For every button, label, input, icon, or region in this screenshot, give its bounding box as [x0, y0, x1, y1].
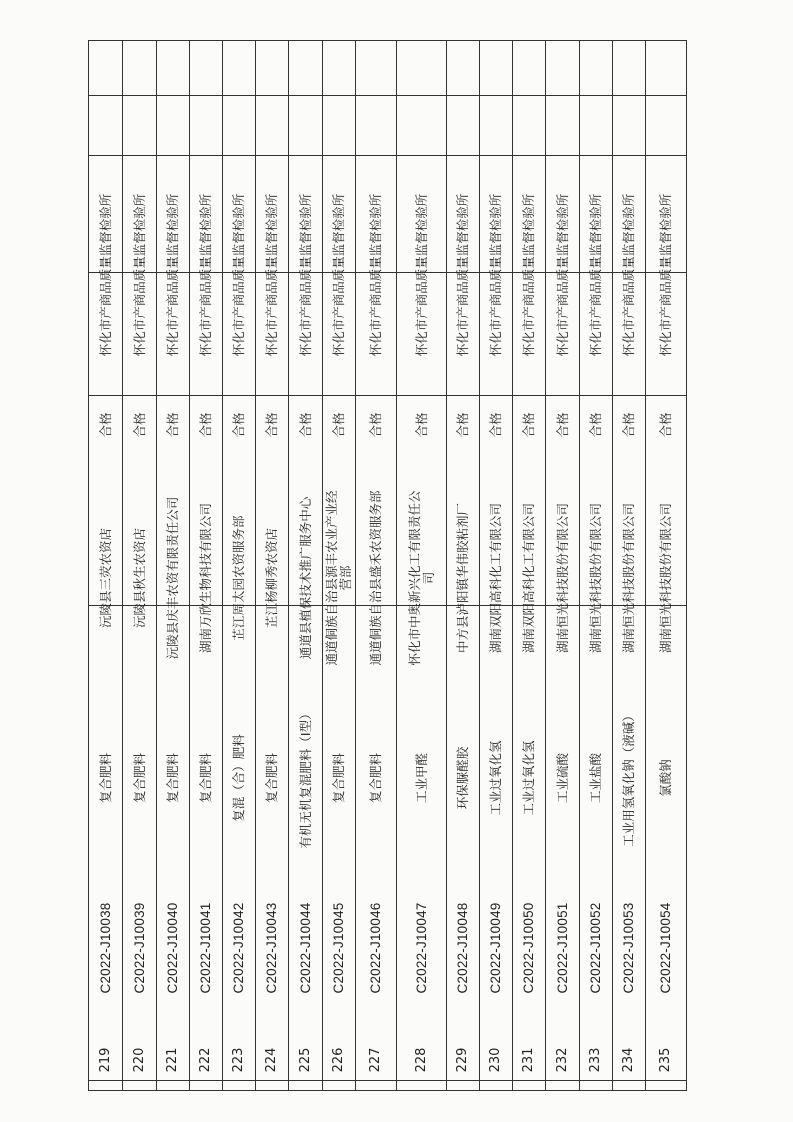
- company-name-cell: [123, 455, 156, 700]
- inspection-code-cell: [89, 855, 122, 1040]
- inspection-code-cell: [289, 855, 322, 1040]
- row-number-cell: [157, 1040, 189, 1080]
- company-name-cell: [157, 455, 189, 700]
- inspection-result-cell: [580, 395, 612, 455]
- inspection-agency: 怀化市产商品质量监督检验所: [368, 193, 383, 357]
- inspection-agency: 怀化市产商品质量监督检验所: [455, 193, 470, 357]
- inspection-result-cell: [289, 395, 322, 455]
- inspection-code: C2022-J10054: [658, 902, 673, 993]
- row-number: 230: [488, 1047, 503, 1073]
- company-name-line: 怀化市中奥新兴化工有限责任公: [406, 489, 422, 666]
- company-name: 湖南双阳高科化工有限公司: [521, 502, 536, 653]
- company-name-line: 通道侗族自治县源丰农业产业经: [324, 489, 339, 666]
- row-number: 228: [413, 1047, 429, 1073]
- company-name-cell: [289, 455, 322, 700]
- inspection-agency-cell: [123, 155, 156, 395]
- inspection-code-cell: [580, 855, 612, 1040]
- row-number-cell: [190, 1040, 222, 1080]
- company-name-cell: [323, 455, 355, 700]
- row-number-cell: [89, 1040, 122, 1080]
- company-name: 湖南恒光科技股份有限公司: [588, 502, 603, 653]
- row-number: 221: [165, 1047, 180, 1073]
- inspection-result: 合格: [231, 412, 246, 438]
- inspection-agency-cell: [580, 155, 612, 395]
- company-name-cell: [190, 455, 222, 700]
- inspection-code-cell: [513, 855, 545, 1040]
- inspection-agency: 怀化市产商品质量监督检验所: [554, 193, 570, 357]
- row-number-cell: [613, 1040, 645, 1080]
- inspection-result: 合格: [131, 412, 147, 438]
- company-name: [325, 490, 353, 665]
- product-name-cell: [223, 700, 255, 855]
- company-name: 芷江杨柳秀农资店: [264, 527, 279, 628]
- inspection-code: C2022-J10043: [264, 902, 279, 993]
- row-number-cell: [546, 1040, 579, 1080]
- inspection-agency: 怀化市产商品质量监督检验所: [131, 193, 147, 357]
- inspection-agency: 怀化市产商品质量监督检验所: [521, 193, 536, 357]
- row-number: 223: [231, 1047, 246, 1073]
- inspection-code: C2022-J10053: [621, 902, 636, 993]
- company-name: 沅陵县庆丰农资有限责任公司: [165, 496, 180, 659]
- company-name: 中方县泸阳镇华伟胶粘剂厂: [455, 502, 470, 653]
- company-name: 沅陵县三荧农资店: [97, 527, 113, 628]
- inspection-code-cell: [123, 855, 156, 1040]
- inspection-code-cell: [190, 855, 222, 1040]
- inspection-code: C2022-J10049: [488, 902, 503, 993]
- company-name-cell: [646, 455, 686, 700]
- product-name: 复合肥料: [198, 752, 213, 803]
- product-name: 工业硫酸: [554, 752, 570, 803]
- product-name: 环保脲醛胶: [455, 746, 470, 809]
- inspection-result-cell: [256, 395, 288, 455]
- company-name: 芷江周太园农资服务部: [231, 514, 246, 641]
- row-number-cell: [480, 1040, 512, 1080]
- inspection-code: C2022-J10038: [97, 902, 113, 993]
- inspection-code: C2022-J10048: [455, 902, 470, 993]
- row-number: 226: [331, 1047, 346, 1073]
- product-name: 工业甲醛: [413, 752, 429, 803]
- inspection-result: 合格: [413, 412, 429, 438]
- inspection-code: C2022-J10052: [588, 902, 603, 993]
- inspection-agency-cell: [223, 155, 255, 395]
- inspection-agency-cell: [447, 155, 479, 395]
- inspection-agency: 怀化市产商品质量监督检验所: [658, 193, 673, 357]
- row-number: 227: [368, 1047, 383, 1073]
- product-name: 工业过氧化氢: [521, 739, 536, 816]
- inspection-result-cell: [480, 395, 512, 455]
- company-name-line: 营部: [338, 564, 353, 591]
- inspection-code: C2022-J10046: [368, 902, 383, 993]
- product-name-cell: [89, 700, 122, 855]
- row-number: 232: [554, 1047, 570, 1073]
- company-name: 沅陵县秋生农资店: [131, 527, 147, 628]
- inspection-agency-cell: [289, 155, 322, 395]
- row-number: 224: [264, 1047, 279, 1073]
- row-number: 234: [621, 1047, 636, 1073]
- inspection-code-cell: [480, 855, 512, 1040]
- inspection-code: C2022-J10050: [521, 902, 536, 993]
- row-number-cell: [646, 1040, 686, 1080]
- inspection-agency: 怀化市产商品质量监督检验所: [97, 193, 113, 357]
- company-name-line: 司: [420, 571, 436, 584]
- inspection-agency: 怀化市产商品质量监督检验所: [621, 193, 636, 357]
- row-number-cell: [256, 1040, 288, 1080]
- row-number-cell: [513, 1040, 545, 1080]
- inspection-agency-cell: [256, 155, 288, 395]
- inspection-result-cell: [546, 395, 579, 455]
- inspection-code: C2022-J10044: [297, 902, 313, 993]
- inspection-result-cell: [447, 395, 479, 455]
- inspection-agency-cell: [89, 155, 122, 395]
- table-grid-line: [88, 1090, 687, 1091]
- inspection-result: 合格: [658, 412, 673, 438]
- inspection-result: 合格: [488, 412, 503, 438]
- inspection-code: C2022-J10042: [231, 902, 246, 993]
- product-name-cell: [580, 700, 612, 855]
- product-name: 工业用氢氧化钠（液碱）: [621, 708, 636, 847]
- product-name: 复合肥料: [264, 752, 279, 803]
- inspection-result-cell: [356, 395, 396, 455]
- product-name: 工业过氧化氢: [488, 739, 503, 816]
- table-grid-line: [88, 95, 687, 96]
- inspection-agency-cell: [546, 155, 579, 395]
- row-number-cell: [289, 1040, 322, 1080]
- company-name-cell: [513, 455, 545, 700]
- company-name: 湖南恒光科技股份有限公司: [658, 502, 673, 653]
- inspection-result: 合格: [165, 412, 180, 438]
- inspection-code-cell: [646, 855, 686, 1040]
- inspection-agency-cell: [190, 155, 222, 395]
- inspection-code-cell: [256, 855, 288, 1040]
- product-name-cell: [646, 700, 686, 855]
- product-name-cell: [356, 700, 396, 855]
- product-name-cell: [256, 700, 288, 855]
- inspection-result: 合格: [264, 412, 279, 438]
- inspection-result: 合格: [554, 412, 570, 438]
- inspection-code-cell: [613, 855, 645, 1040]
- inspection-agency-cell: [613, 155, 645, 395]
- inspection-code: C2022-J10045: [331, 902, 346, 993]
- inspection-code-cell: [323, 855, 355, 1040]
- row-number-cell: [397, 1040, 446, 1080]
- inspection-result: 合格: [97, 412, 113, 438]
- company-name-cell: [613, 455, 645, 700]
- row-number: 219: [97, 1047, 113, 1073]
- inspection-agency: 怀化市产商品质量监督检验所: [231, 193, 246, 357]
- table-grid-line: [88, 40, 687, 41]
- row-number-cell: [447, 1040, 479, 1080]
- row-number-cell: [223, 1040, 255, 1080]
- inspection-result-cell: [89, 395, 122, 455]
- product-name-cell: [123, 700, 156, 855]
- product-name: 氯酸钠: [658, 758, 673, 797]
- product-name: 复合肥料: [131, 752, 147, 803]
- row-number: 235: [658, 1047, 673, 1073]
- inspection-code-cell: [223, 855, 255, 1040]
- product-name-cell: [513, 700, 545, 855]
- inspection-agency-cell: [480, 155, 512, 395]
- table-grid-line: [686, 40, 687, 1090]
- inspection-agency-cell: [323, 155, 355, 395]
- inspection-code-cell: [546, 855, 579, 1040]
- inspection-code-cell: [356, 855, 396, 1040]
- inspection-code: C2022-J10051: [554, 902, 570, 993]
- inspection-code: C2022-J10041: [198, 902, 213, 993]
- inspection-agency-cell: [157, 155, 189, 395]
- product-name: 复合肥料: [331, 752, 346, 803]
- product-name-cell: [546, 700, 579, 855]
- company-name: 湖南万欣生物科技有限公司: [198, 502, 213, 653]
- inspection-result-cell: [613, 395, 645, 455]
- inspection-agency: 怀化市产商品质量监督检验所: [413, 193, 429, 357]
- inspection-result-cell: [190, 395, 222, 455]
- product-name-cell: [289, 700, 322, 855]
- company-name-cell: [447, 455, 479, 700]
- row-number: 233: [588, 1047, 603, 1073]
- row-number-cell: [580, 1040, 612, 1080]
- inspection-result-cell: [323, 395, 355, 455]
- company-name: 通道县植保技术推广服务中心: [297, 496, 313, 659]
- product-name-cell: [157, 700, 189, 855]
- row-number: 231: [521, 1047, 536, 1073]
- product-name: 复合肥料: [368, 752, 383, 803]
- inspection-agency-cell: [646, 155, 686, 395]
- product-name-cell: [190, 700, 222, 855]
- company-name-cell: [89, 455, 122, 700]
- row-number: 220: [131, 1047, 147, 1073]
- table-grid-line: [88, 1080, 687, 1081]
- product-name-cell: [323, 700, 355, 855]
- inspection-result: 合格: [331, 412, 346, 438]
- company-name: 湖南恒光科技股份有限公司: [621, 502, 636, 653]
- company-name-cell: [546, 455, 579, 700]
- product-name-cell: [447, 700, 479, 855]
- inspection-result-cell: [157, 395, 189, 455]
- inspection-result: 合格: [368, 412, 383, 438]
- inspection-agency-cell: [513, 155, 545, 395]
- company-name-cell: [480, 455, 512, 700]
- inspection-agency: 怀化市产商品质量监督检验所: [165, 193, 180, 357]
- company-name-cell: [256, 455, 288, 700]
- company-name: 湖南双阳高科化工有限公司: [488, 502, 503, 653]
- product-name-cell: [613, 700, 645, 855]
- inspection-agency: 怀化市产商品质量监督检验所: [331, 193, 346, 357]
- product-name-cell: [397, 700, 446, 855]
- row-number: 225: [297, 1047, 313, 1073]
- inspection-result-cell: [123, 395, 156, 455]
- inspection-agency-cell: [397, 155, 446, 395]
- product-name: 工业盐酸: [588, 752, 603, 803]
- inspection-code-cell: [447, 855, 479, 1040]
- inspection-result-cell: [397, 395, 446, 455]
- company-name-cell: [397, 455, 446, 700]
- product-name: 复合肥料: [97, 752, 113, 803]
- product-name: 复混（合）肥料: [231, 733, 246, 822]
- company-name: [408, 490, 436, 665]
- product-name: 有机无机复混肥料（Ⅰ型）: [297, 706, 313, 849]
- inspection-code: C2022-J10040: [165, 902, 180, 993]
- row-number: 229: [455, 1047, 470, 1073]
- inspection-agency: 怀化市产商品质量监督检验所: [264, 193, 279, 357]
- company-name: 湖南恒光科技股份有限公司: [554, 502, 570, 653]
- inspection-result: 合格: [297, 412, 313, 438]
- inspection-agency-cell: [356, 155, 396, 395]
- company-name-cell: [223, 455, 255, 700]
- inspection-code-cell: [397, 855, 446, 1040]
- company-name: 通道侗族自治县盛禾农资服务部: [368, 489, 383, 666]
- inspection-result-cell: [513, 395, 545, 455]
- product-name-cell: [480, 700, 512, 855]
- inspection-agency: 怀化市产商品质量监督检验所: [588, 193, 603, 357]
- inspection-result-cell: [646, 395, 686, 455]
- inspection-result: 合格: [198, 412, 213, 438]
- inspection-result: 合格: [521, 412, 536, 438]
- inspection-result: 合格: [455, 412, 470, 438]
- inspection-agency: 怀化市产商品质量监督检验所: [198, 193, 213, 357]
- inspection-result: 合格: [588, 412, 603, 438]
- inspection-result-cell: [223, 395, 255, 455]
- product-name: 复合肥料: [165, 752, 180, 803]
- row-number-cell: [323, 1040, 355, 1080]
- inspection-agency: 怀化市产商品质量监督检验所: [488, 193, 503, 357]
- inspection-agency: 怀化市产商品质量监督检验所: [297, 193, 313, 357]
- row-number-cell: [356, 1040, 396, 1080]
- inspection-result: 合格: [621, 412, 636, 438]
- inspection-code-cell: [157, 855, 189, 1040]
- row-number-cell: [123, 1040, 156, 1080]
- company-name-cell: [580, 455, 612, 700]
- inspection-code: C2022-J10047: [413, 902, 429, 993]
- row-number: 222: [198, 1047, 213, 1073]
- inspection-code: C2022-J10039: [131, 902, 147, 993]
- company-name-cell: [356, 455, 396, 700]
